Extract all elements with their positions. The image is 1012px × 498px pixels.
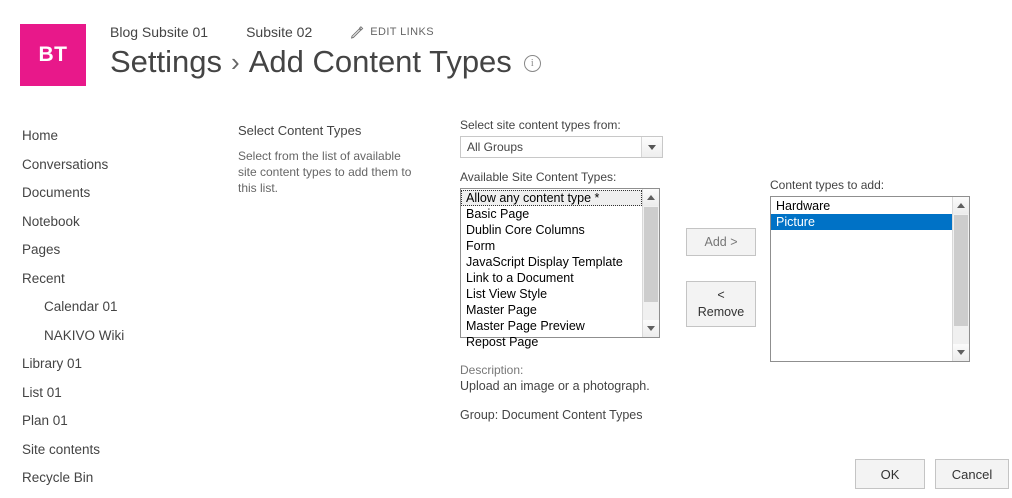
scroll-down-icon[interactable]: [953, 344, 969, 361]
remove-button[interactable]: [686, 281, 756, 327]
sidebar-item-library-01[interactable]: Library 01: [22, 356, 83, 371]
list-item[interactable]: Picture: [771, 214, 952, 230]
content-type-group-line: Group: Document Content Types: [460, 408, 643, 422]
content-type-group-select[interactable]: [460, 136, 663, 158]
scroll-up-icon[interactable]: [643, 189, 659, 206]
sidebar-item-home[interactable]: Home: [22, 128, 59, 143]
pencil-icon: [350, 25, 364, 39]
available-list-label: Available Site Content Types:: [460, 170, 617, 184]
sidebar-item-plan-01[interactable]: Plan 01: [22, 413, 68, 428]
sidebar-item-nakivo-wiki[interactable]: NAKIVO Wiki: [44, 327, 125, 343]
content-types-to-add-list[interactable]: [770, 196, 970, 362]
list-item[interactable]: Allow any content type *: [461, 190, 642, 206]
chevron-down-icon[interactable]: [641, 137, 662, 157]
list-item[interactable]: Hardware: [776, 199, 831, 213]
list-item[interactable]: Master Page Preview: [466, 319, 585, 333]
sidebar-item-list-01[interactable]: List 01: [22, 384, 62, 400]
breadcrumb-settings[interactable]: Settings: [110, 44, 223, 79]
remove-button-label: Remove: [697, 305, 745, 319]
scroll-up-icon[interactable]: [953, 197, 969, 214]
list-item[interactable]: Basic Page: [466, 207, 530, 221]
page-header: [0, 0, 1012, 100]
available-content-types-panel: [460, 118, 665, 349]
cancel-button[interactable]: Cancel: [935, 459, 1009, 489]
info-icon[interactable]: i: [524, 55, 541, 72]
edit-links-label: EDIT LINKS: [370, 26, 434, 38]
sidebar-item-documents[interactable]: Documents: [22, 185, 91, 200]
dialog-buttons: [855, 459, 1009, 489]
list-item[interactable]: Repost Page: [466, 335, 539, 349]
sidebar-item-conversations[interactable]: Conversations: [22, 156, 109, 172]
available-list-scrollbar[interactable]: [642, 189, 659, 337]
target-list-items: [771, 197, 952, 361]
sidebar-item-calendar-01[interactable]: Calendar 01: [44, 299, 118, 314]
remove-button-arrow: <: [717, 288, 725, 302]
scrollbar-thumb[interactable]: [644, 207, 658, 302]
list-item[interactable]: Dublin Core Columns: [466, 223, 585, 237]
add-button[interactable]: Add >: [686, 228, 756, 256]
scrollbar-thumb[interactable]: [954, 215, 968, 326]
sidebar: [22, 122, 212, 493]
content-type-group-value: All Groups: [467, 140, 524, 154]
site-logo-text: BT: [38, 43, 68, 66]
available-list-items: [461, 189, 642, 349]
content-type-description-block: [460, 362, 720, 395]
source-label: Select site content types from:: [460, 118, 621, 132]
transfer-buttons: [686, 228, 758, 327]
topnav-link-subsite-02[interactable]: Subsite 02: [246, 24, 313, 40]
site-logo[interactable]: [20, 24, 86, 86]
panel-description: Select from the list of available site content types to add them to this list.: [238, 149, 412, 195]
list-item[interactable]: Link to a Document: [466, 271, 574, 285]
topnav-link-blog-subsite-01[interactable]: Blog Subsite 01: [110, 24, 209, 40]
page-title: [110, 46, 541, 77]
page-title-text: Add Content Types: [248, 44, 512, 79]
description-label: Description:: [460, 363, 524, 377]
edit-links-button[interactable]: [350, 25, 434, 39]
description-value: Upload an image or a photograph.: [460, 379, 650, 393]
sidebar-item-notebook[interactable]: Notebook: [22, 213, 80, 229]
available-content-types-list[interactable]: [460, 188, 660, 349]
sidebar-item-recycle-bin[interactable]: Recycle Bin: [22, 470, 94, 485]
select-content-types-panel: [238, 123, 418, 196]
scroll-down-icon[interactable]: [643, 320, 659, 337]
list-item[interactable]: List View Style: [466, 287, 548, 301]
panel-heading: Select Content Types: [238, 123, 362, 138]
list-item[interactable]: JavaScript Display Template: [466, 255, 623, 269]
sidebar-item-recent[interactable]: Recent: [22, 270, 65, 286]
sidebar-item-pages[interactable]: Pages: [22, 242, 61, 257]
target-list-scrollbar[interactable]: [952, 197, 969, 361]
list-item[interactable]: Form: [466, 239, 496, 253]
list-item[interactable]: Master Page: [466, 303, 537, 317]
ok-button[interactable]: OK: [855, 459, 925, 489]
target-list-label: Content types to add:: [770, 178, 885, 192]
sidebar-item-site-contents[interactable]: Site contents: [22, 441, 101, 457]
top-navigation: [110, 24, 434, 40]
breadcrumb-separator: ›: [231, 47, 240, 77]
content-types-to-add-panel: [770, 178, 975, 362]
